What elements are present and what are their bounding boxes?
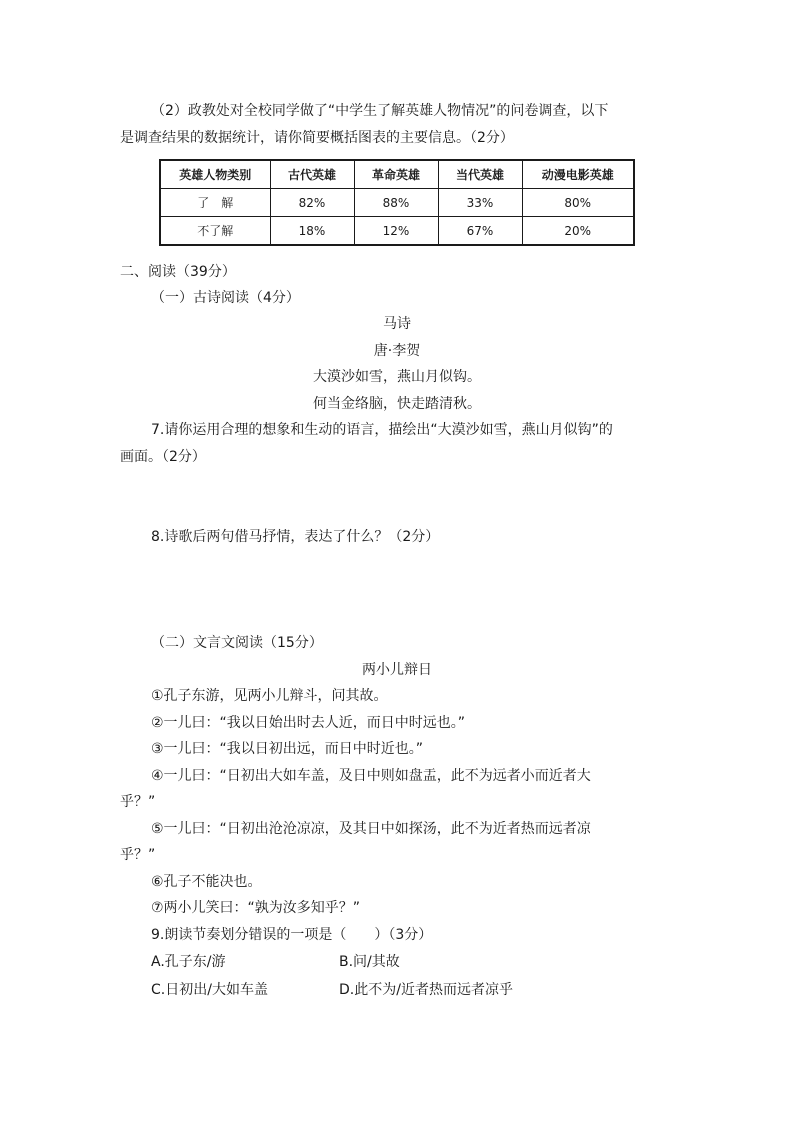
table-header-cell: 动漫电影英雄 [522,160,634,189]
q8-question: 8.诗歌后两句借马抒情，表达了什么？（2分） [151,529,440,545]
poem-line: 何当金络脑，快走踏清秋。 [313,396,481,412]
classical-paragraph: ⑤一儿曰：“日初出沧沧凉凉，及其日中如探汤，此不为近者热而远者凉 [151,821,591,837]
q9-option-c: C.日初出/大如车盖 [151,982,268,998]
table-row [160,189,634,217]
table-cell: 88% [354,189,438,217]
table-cell: 不了解 [160,217,270,246]
q9-stem: 9.朗读节奏划分错误的一项是（ ）（3分） [151,927,433,943]
q9-option-d: D.此不为/近者热而远者凉乎 [339,982,513,998]
table-cell: 33% [438,189,522,217]
classical-paragraph: ②一儿曰：“我以日始出时去人近，而日中时远也。” [151,715,466,731]
table-cell: 82% [270,189,354,217]
poem-title: 马诗 [383,316,411,332]
table-cell: 80% [522,189,634,217]
classical-paragraph: ④一儿曰：“日初出大如车盖，及日中则如盘盂，此不为远者小而近者大 [151,768,591,784]
classical-paragraph: ⑥孔子不能决也。 [151,874,262,890]
q7-line1: 7.请你运用合理的想象和生动的语言，描绘出“大漠沙如雪，燕山月似钩”的 [151,422,613,438]
part2-title: （二）文言文阅读（15分） [151,635,323,651]
classical-paragraph: 乎？” [120,847,156,863]
classical-paragraph: ③一儿曰：“我以日初出远，而日中时近也。” [151,741,424,757]
classical-title: 两小儿辩日 [362,662,432,678]
q9-option-a: A.孔子东/游 [151,954,226,970]
table-header-cell: 英雄人物类别 [160,160,270,189]
q7-line2: 画面。（2分） [120,449,206,465]
classical-paragraph: ①孔子东游，见两小儿辩斗，问其故。 [151,688,388,704]
part1-title: （一）古诗阅读（4分） [151,290,300,306]
table-cell: 12% [354,217,438,246]
table-cell: 67% [438,217,522,246]
table-cell: 18% [270,217,354,246]
poem-author: 唐·李贺 [373,343,421,359]
table-header-cell: 当代英雄 [438,160,522,189]
classical-paragraph: 乎？” [120,794,156,810]
table-header-cell: 革命英雄 [354,160,438,189]
poem-line: 大漠沙如雪，燕山月似钩。 [313,369,481,385]
q9-option-b: B.问/其故 [339,954,400,970]
table-header-row [160,160,634,189]
table-row [160,217,634,246]
survey-table [159,159,635,246]
q6-part2-line1: （2）政教处对全校同学做了“中学生了解英雄人物情况”的问卷调查，以下 [151,103,609,119]
classical-paragraph: ⑦两小儿笑曰：“孰为汝多知乎？” [151,900,361,916]
table-header-cell: 古代英雄 [270,160,354,189]
q6-part2-line2: 是调查结果的数据统计，请你简要概括图表的主要信息。（2分） [120,130,514,146]
section-title: 二、阅读（39分） [120,264,236,280]
table-cell: 20% [522,217,634,246]
table-cell: 了 解 [160,189,270,217]
